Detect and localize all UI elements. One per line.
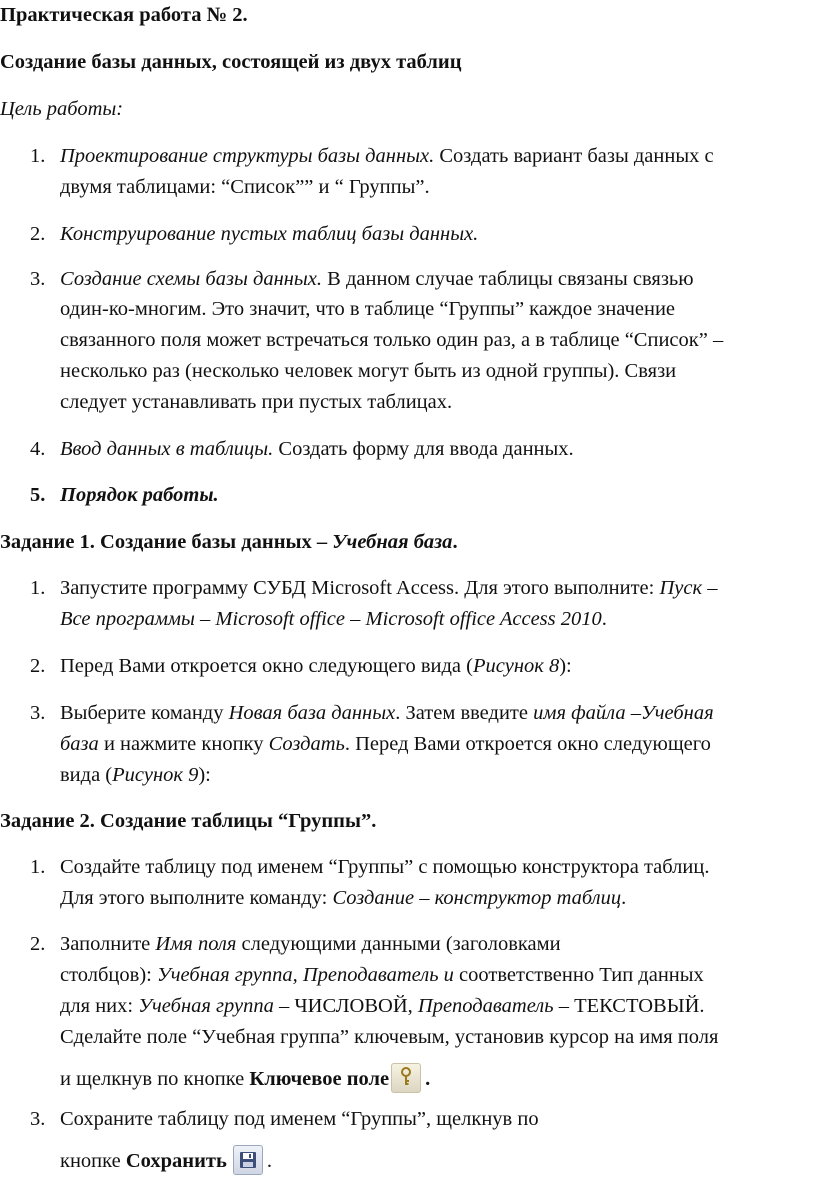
goal-item-5: Порядок работы.	[60, 484, 219, 506]
goal-heading: Цель работы:	[0, 98, 124, 120]
task1-step-1: Запустите программу СУБД Microsoft Access. Для этого выполните: Пуск –	[60, 577, 718, 599]
goal-item-1: Проектирование структуры базы данных. Создать вариант базы данных с	[60, 145, 714, 167]
task2-step-2: Заполните Имя поля следующими данными (заголовками	[60, 933, 561, 955]
task2-step-1: Создайте таблицу под именем “Группы” с помощью конструктора таблиц.	[60, 856, 710, 878]
floppy-disk-icon[interactable]	[233, 1145, 263, 1175]
task2-step-1-line2: Для этого выполните команду: Создание – конструктор таблиц.	[60, 887, 627, 909]
goal-item-3-line: следует устанавливать при пустых таблицах.	[60, 391, 453, 413]
page-subtitle: Создание базы данных, состоящей из двух таблиц	[0, 51, 462, 73]
list-number: 2.	[30, 223, 46, 245]
goal-item-3: Создание схемы базы данных. В данном случае таблицы связаны связью	[60, 268, 694, 290]
task2-step-2-line4: Сделайте поле “Учебная группа” ключевым, установив курсор на имя поля	[60, 1026, 719, 1048]
goal-item-2: Конструирование пустых таблиц базы данных.	[60, 223, 479, 245]
task1-step-2: Перед Вами откроется окно следующего вида (Рисунок 8):	[60, 655, 572, 677]
task2-step-3: Сохраните таблицу под именем “Группы”, щелкнув по	[60, 1108, 539, 1130]
task2-step-2-line3: для них: Учебная группа – ЧИСЛОВОЙ, Преподаватель – ТЕКСТОВЫЙ.	[60, 995, 705, 1017]
list-number: 1.	[30, 145, 46, 167]
goal-item-1-line2: двумя таблицами: “Список”” и “ Группы”.	[60, 176, 430, 198]
list-number: 2.	[30, 655, 46, 677]
goal-item-4: Ввод данных в таблицы. Создать форму для ввода данных.	[60, 438, 574, 460]
task1-step-3-line3: вида (Рисунок 9):	[60, 764, 211, 786]
goal-item-3-line: несколько раз (несколько человек могут быть из одной группы). Связи	[60, 360, 677, 382]
task1-step-1-line2: Все программы – Microsoft office – Microsoft office Access 2010.	[60, 608, 607, 630]
goal-item-3-line: один-ко-многим. Это значит, что в таблице “Группы” каждое значение	[60, 298, 676, 320]
task1-heading: Задание 1. Создание базы данных – Учебная база.	[0, 531, 458, 553]
list-number: 5.	[30, 484, 46, 506]
list-number: 1.	[30, 577, 46, 599]
task1-step-3-line2: база и нажмите кнопку Создать. Перед Вами откроется окно следующего	[60, 733, 711, 755]
task2-step-2-line2: столбцов): Учебная группа, Преподаватель и соответственно Тип данных	[60, 964, 704, 986]
page-title: Практическая работа № 2.	[0, 4, 248, 26]
list-number: 3.	[30, 1108, 46, 1130]
key-icon[interactable]	[391, 1063, 421, 1093]
list-number: 3.	[30, 268, 46, 290]
task2-step-3-line2: кнопке Сохранить .	[60, 1145, 272, 1175]
task2-heading: Задание 2. Создание таблицы “Группы”.	[0, 810, 377, 832]
list-number: 4.	[30, 438, 46, 460]
task2-step-2-line5: и щелкнув по кнопке Ключевое поле .	[60, 1063, 430, 1093]
task1-step-3: Выберите команду Новая база данных. Затем введите имя файла –Учебная	[60, 702, 714, 724]
list-number: 2.	[30, 933, 46, 955]
list-number: 3.	[30, 702, 46, 724]
list-number: 1.	[30, 856, 46, 878]
goal-item-3-line: связанного поля может встречаться только один раз, а в таблице “Список” –	[60, 329, 724, 351]
